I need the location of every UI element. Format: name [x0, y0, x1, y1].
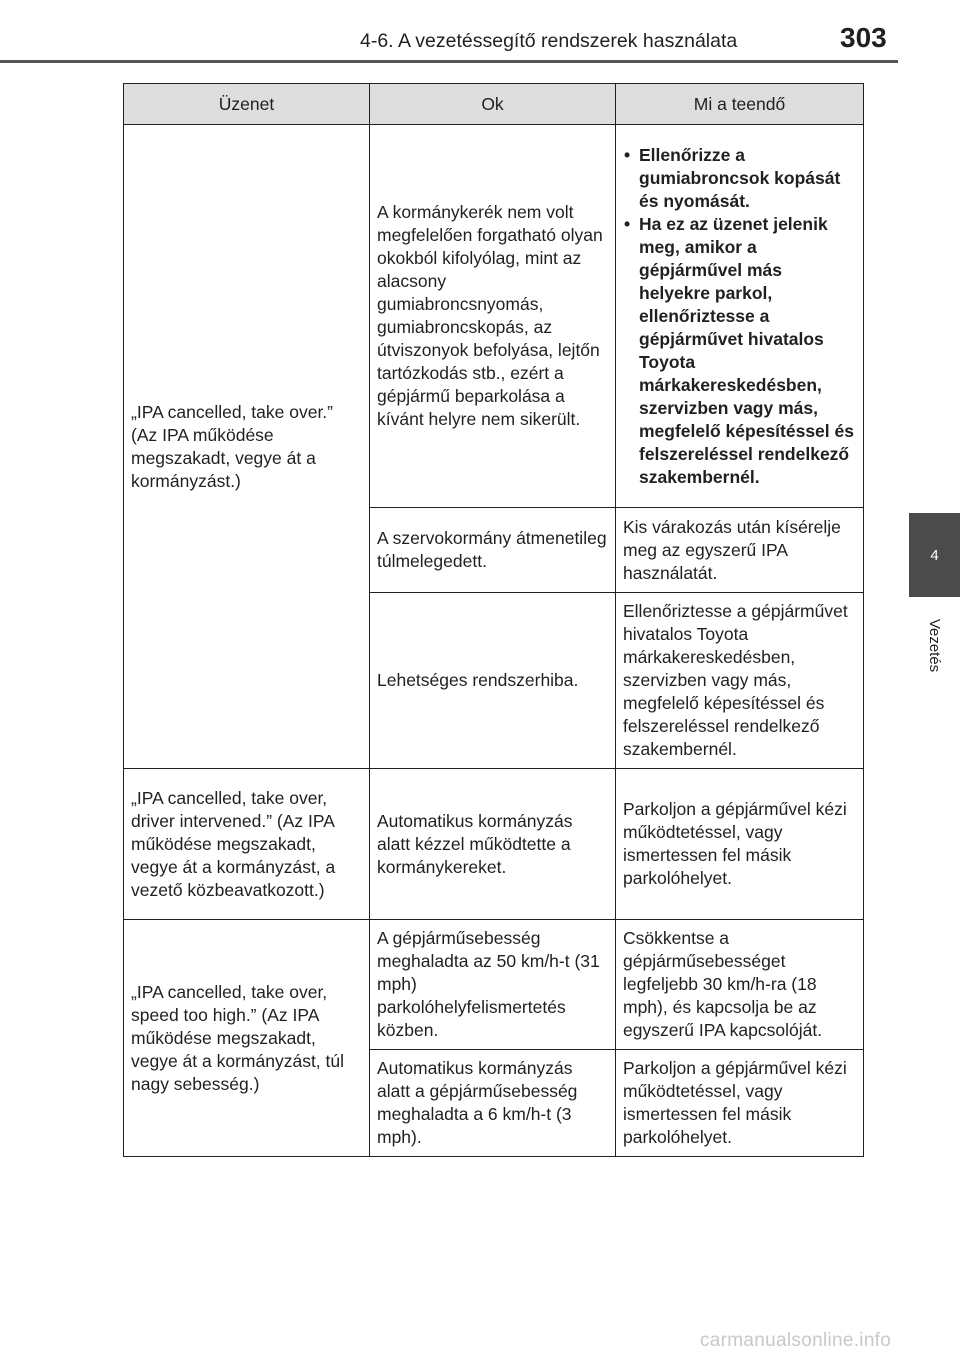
table-row	[124, 125, 864, 508]
message-cell-driver-intervened: „IPA cancelled, take over, driver intervened.” (Az IPA működése megszakadt, vegye át a kormányzást, a vezető közbeavatkozott.)	[124, 769, 370, 920]
cause-cell: Automatikus kormányzás alatt a gépjárműsebesség meghaladta a 6 km/h-t (3 mph).	[370, 1050, 616, 1157]
table-row	[124, 769, 864, 920]
action-cell: Parkoljon a gépjárművel kézi működtetéssel, vagy ismertessen fel másik parkolóhelyet.	[616, 1050, 864, 1157]
header-message: Üzenet	[124, 84, 370, 125]
table-row	[124, 920, 864, 1050]
watermark: carmanualsonline.info	[700, 1330, 892, 1351]
action-cell: Parkoljon a gépjárművel kézi működtetéssel, vagy ismertessen fel másik parkolóhelyet.	[616, 769, 864, 920]
cause-cell: A gépjárműsebesség meghaladta az 50 km/h-t (31 mph) parkolóhelyfelismertetés közben.	[370, 920, 616, 1050]
cause-cell: Lehetséges rendszerhiba.	[370, 593, 616, 769]
chapter-tab-label: Vezetés	[926, 618, 943, 672]
table-header-row	[124, 84, 864, 125]
message-cell-speed-too-high: „IPA cancelled, take over, speed too high.” (Az IPA működése megszakadt, vegye át a kormányzást, túl nagy sebesség.)	[124, 920, 370, 1157]
cause-cell: A kormánykerék nem volt megfelelően forgatható olyan okokból kifolyólag, mint az alacsony gumiabroncsnyomás, gumiabroncskopás, az útviszonyok befolyása, lejtőn tartózkodás stb., ezért a gépjármű beparkolása a kívánt helyre nem sikerült.	[370, 125, 616, 508]
action-bullet-list	[623, 144, 857, 489]
page-number: 303	[840, 22, 887, 53]
action-cell: Csökkentse a gépjárműsebességet legfeljebb 30 km/h-ra (18 mph), és kapcsolja be az egyszerű IPA kapcsolóját.	[616, 920, 864, 1050]
chapter-tab-label-box	[909, 600, 960, 690]
header-cause: Ok	[370, 84, 616, 125]
action-cell: Ellenőriztesse a gépjárművet hivatalos Toyota márkakereskedésben, szervizben vagy más, megfelelő képesítéssel és felszereléssel rendelkező szakembernél.	[616, 593, 864, 769]
running-header-title: 4-6. A vezetéssegítő rendszerek használata	[360, 30, 738, 52]
chapter-tab	[909, 513, 960, 597]
message-table	[123, 83, 864, 1157]
action-bullet: • Ellenőrizze a gumiabroncsok kopását és nyomását.	[623, 144, 857, 213]
message-cell-ipa-cancelled: „IPA cancelled, take over.” (Az IPA működése megszakadt, vegye át a kormányzást.)	[124, 125, 370, 769]
cause-cell: A szervokormány átmenetileg túlmelegedett.	[370, 508, 616, 593]
action-cell	[616, 125, 864, 508]
chapter-tab-number: 4	[930, 546, 939, 564]
header-action: Mi a teendő	[616, 84, 864, 125]
header-rule	[0, 60, 898, 63]
action-bullet: • Ha ez az üzenet jelenik meg, amikor a gépjárművel más helyekre parkol, ellenőriztesse a gépjárművet hivatalos Toyota márkakereskedésben, szervizben vagy más, megfelelő képesítéssel és felszereléssel rendelkező szakembernél.	[623, 213, 857, 489]
cause-cell: Automatikus kormányzás alatt kézzel működtette a kormánykereket.	[370, 769, 616, 920]
action-cell: Kis várakozás után kísérelje meg az egyszerű IPA használatát.	[616, 508, 864, 593]
